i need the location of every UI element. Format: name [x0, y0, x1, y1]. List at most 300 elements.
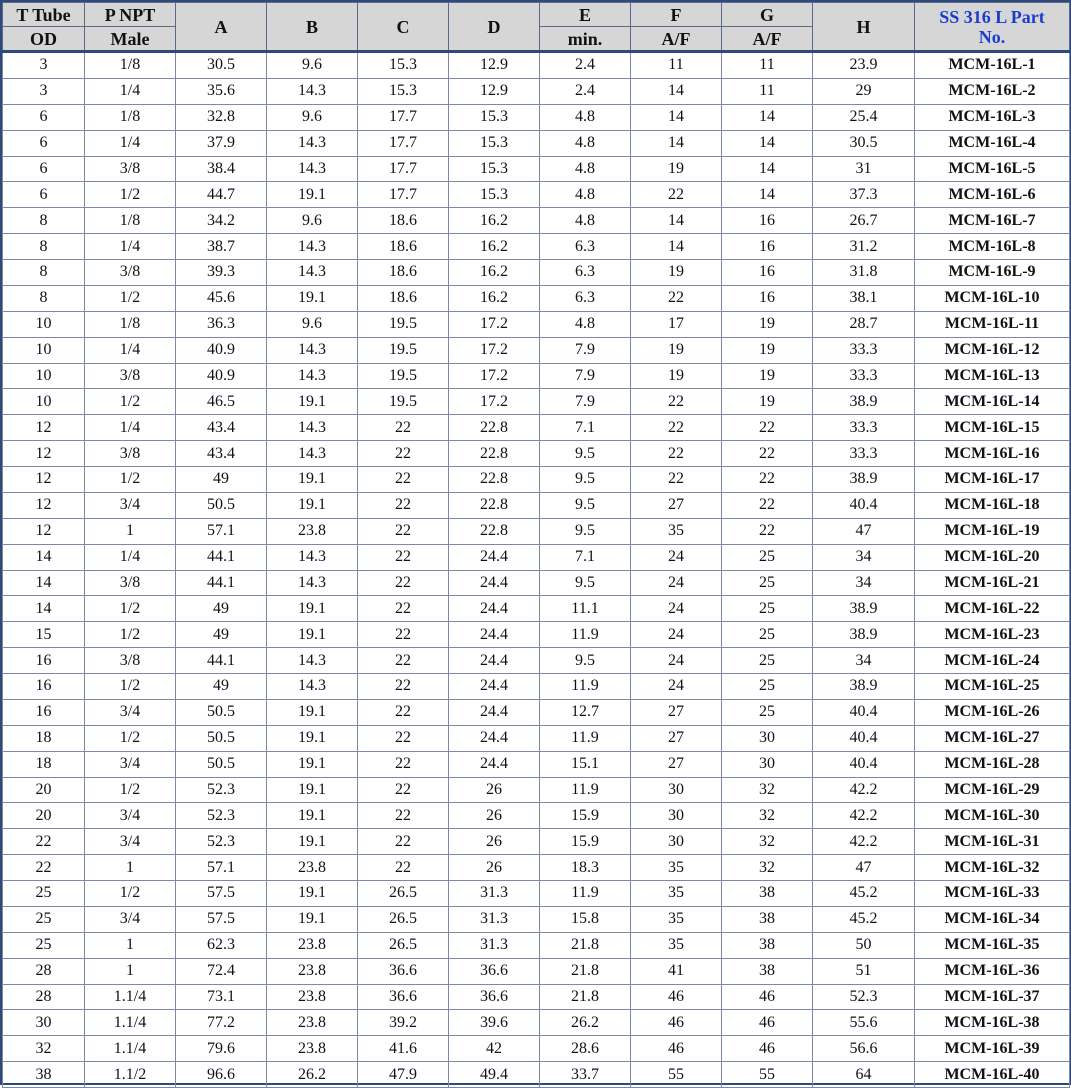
cell-part-no: MCM-16L-10 — [915, 285, 1070, 311]
cell-npt: 3/8 — [85, 441, 176, 467]
cell-tube-od: 22 — [3, 855, 85, 881]
cell-a: 39.3 — [176, 260, 267, 286]
cell-tube-od: 18 — [3, 725, 85, 751]
cell-h: 33.3 — [813, 415, 915, 441]
cell-f: 35 — [631, 855, 722, 881]
cell-c: 22 — [358, 492, 449, 518]
cell-f: 27 — [631, 492, 722, 518]
cell-d: 22.8 — [449, 518, 540, 544]
header-g: G — [722, 3, 813, 27]
cell-d: 22.8 — [449, 467, 540, 493]
cell-f: 30 — [631, 829, 722, 855]
cell-d: 15.3 — [449, 156, 540, 182]
cell-npt: 3/8 — [85, 570, 176, 596]
cell-a: 57.1 — [176, 855, 267, 881]
cell-part-no: MCM-16L-17 — [915, 467, 1070, 493]
cell-f: 17 — [631, 311, 722, 337]
cell-npt: 1/2 — [85, 622, 176, 648]
table-row — [3, 958, 1070, 984]
cell-e: 9.5 — [540, 467, 631, 493]
cell-c: 19.5 — [358, 337, 449, 363]
cell-e: 11.1 — [540, 596, 631, 622]
cell-tube-od: 6 — [3, 182, 85, 208]
cell-c: 22 — [358, 544, 449, 570]
cell-e: 21.8 — [540, 932, 631, 958]
cell-b: 19.1 — [267, 699, 358, 725]
cell-npt: 1/2 — [85, 777, 176, 803]
cell-c: 26.5 — [358, 906, 449, 932]
cell-c: 19.5 — [358, 311, 449, 337]
cell-c: 22 — [358, 415, 449, 441]
cell-npt: 1/2 — [85, 596, 176, 622]
cell-a: 50.5 — [176, 751, 267, 777]
cell-c: 47.9 — [358, 1062, 449, 1088]
cell-npt: 1 — [85, 855, 176, 881]
cell-part-no: MCM-16L-7 — [915, 208, 1070, 234]
cell-g: 55 — [722, 1062, 813, 1088]
cell-a: 57.5 — [176, 881, 267, 907]
cell-f: 11 — [631, 52, 722, 79]
cell-h: 26.7 — [813, 208, 915, 234]
cell-e: 6.3 — [540, 285, 631, 311]
cell-f: 22 — [631, 389, 722, 415]
cell-d: 15.3 — [449, 182, 540, 208]
cell-c: 36.6 — [358, 984, 449, 1010]
cell-tube-od: 25 — [3, 881, 85, 907]
cell-d: 26 — [449, 855, 540, 881]
cell-e: 28.6 — [540, 1036, 631, 1062]
table-row — [3, 156, 1070, 182]
cell-a: 57.1 — [176, 518, 267, 544]
cell-h: 42.2 — [813, 777, 915, 803]
cell-npt: 1/2 — [85, 674, 176, 700]
cell-a: 38.4 — [176, 156, 267, 182]
cell-npt: 1/2 — [85, 285, 176, 311]
cell-a: 34.2 — [176, 208, 267, 234]
cell-f: 14 — [631, 208, 722, 234]
cell-npt: 1/8 — [85, 208, 176, 234]
cell-npt: 1/4 — [85, 544, 176, 570]
cell-npt: 1/4 — [85, 415, 176, 441]
cell-f: 19 — [631, 156, 722, 182]
cell-h: 38.9 — [813, 467, 915, 493]
cell-h: 34 — [813, 648, 915, 674]
header-a: A — [176, 3, 267, 52]
cell-part-no: MCM-16L-19 — [915, 518, 1070, 544]
cell-d: 15.3 — [449, 130, 540, 156]
cell-h: 33.3 — [813, 363, 915, 389]
cell-part-no: MCM-16L-21 — [915, 570, 1070, 596]
cell-a: 50.5 — [176, 699, 267, 725]
cell-g: 46 — [722, 1010, 813, 1036]
cell-npt: 1/2 — [85, 182, 176, 208]
cell-npt: 3/8 — [85, 260, 176, 286]
cell-g: 16 — [722, 208, 813, 234]
cell-b: 19.1 — [267, 285, 358, 311]
cell-c: 41.6 — [358, 1036, 449, 1062]
cell-a: 45.6 — [176, 285, 267, 311]
cell-e: 18.3 — [540, 855, 631, 881]
table-row — [3, 1010, 1070, 1036]
cell-d: 24.4 — [449, 751, 540, 777]
header-tube-od: T Tube — [3, 3, 85, 27]
cell-g: 38 — [722, 906, 813, 932]
cell-b: 23.8 — [267, 855, 358, 881]
cell-e: 11.9 — [540, 725, 631, 751]
cell-b: 14.3 — [267, 156, 358, 182]
cell-npt: 1.1/2 — [85, 1062, 176, 1088]
cell-h: 51 — [813, 958, 915, 984]
cell-b: 26.2 — [267, 1062, 358, 1088]
cell-npt: 1 — [85, 932, 176, 958]
cell-npt: 1 — [85, 518, 176, 544]
header-tube-od-sub: OD — [3, 27, 85, 52]
cell-c: 22 — [358, 570, 449, 596]
cell-g: 22 — [722, 415, 813, 441]
cell-b: 14.3 — [267, 544, 358, 570]
cell-a: 43.4 — [176, 441, 267, 467]
cell-c: 22 — [358, 803, 449, 829]
table-row — [3, 441, 1070, 467]
table-row — [3, 544, 1070, 570]
cell-part-no: MCM-16L-2 — [915, 78, 1070, 104]
cell-d: 17.2 — [449, 389, 540, 415]
cell-part-no: MCM-16L-40 — [915, 1062, 1070, 1088]
cell-e: 4.8 — [540, 182, 631, 208]
cell-tube-od: 8 — [3, 285, 85, 311]
cell-d: 22.8 — [449, 492, 540, 518]
table-row — [3, 596, 1070, 622]
cell-e: 7.9 — [540, 363, 631, 389]
cell-tube-od: 28 — [3, 958, 85, 984]
cell-c: 19.5 — [358, 389, 449, 415]
header-d: D — [449, 3, 540, 52]
cell-npt: 3/8 — [85, 648, 176, 674]
cell-g: 22 — [722, 467, 813, 493]
cell-h: 40.4 — [813, 725, 915, 751]
cell-tube-od: 18 — [3, 751, 85, 777]
cell-tube-od: 30 — [3, 1010, 85, 1036]
cell-part-no: MCM-16L-8 — [915, 234, 1070, 260]
cell-e: 11.9 — [540, 881, 631, 907]
cell-c: 22 — [358, 622, 449, 648]
cell-d: 17.2 — [449, 363, 540, 389]
cell-b: 19.1 — [267, 492, 358, 518]
cell-a: 49 — [176, 674, 267, 700]
cell-f: 35 — [631, 881, 722, 907]
table-row — [3, 699, 1070, 725]
cell-h: 33.3 — [813, 441, 915, 467]
cell-part-no: MCM-16L-29 — [915, 777, 1070, 803]
cell-e: 9.5 — [540, 648, 631, 674]
cell-e: 2.4 — [540, 52, 631, 79]
cell-a: 77.2 — [176, 1010, 267, 1036]
cell-f: 30 — [631, 803, 722, 829]
cell-d: 36.6 — [449, 958, 540, 984]
cell-f: 46 — [631, 984, 722, 1010]
table-row — [3, 803, 1070, 829]
cell-part-no: MCM-16L-9 — [915, 260, 1070, 286]
cell-b: 14.3 — [267, 337, 358, 363]
header-e-sub: min. — [540, 27, 631, 52]
cell-part-no: MCM-16L-26 — [915, 699, 1070, 725]
cell-d: 26 — [449, 777, 540, 803]
cell-f: 22 — [631, 415, 722, 441]
cell-npt: 3/4 — [85, 803, 176, 829]
cell-e: 33.7 — [540, 1062, 631, 1088]
cell-h: 34 — [813, 570, 915, 596]
cell-h: 38.9 — [813, 674, 915, 700]
cell-g: 22 — [722, 518, 813, 544]
cell-npt: 1.1/4 — [85, 1010, 176, 1036]
cell-e: 4.8 — [540, 104, 631, 130]
cell-g: 32 — [722, 855, 813, 881]
cell-part-no: MCM-16L-31 — [915, 829, 1070, 855]
cell-h: 64 — [813, 1062, 915, 1088]
table-row — [3, 78, 1070, 104]
cell-d: 12.9 — [449, 78, 540, 104]
cell-f: 27 — [631, 751, 722, 777]
cell-g: 22 — [722, 441, 813, 467]
cell-g: 16 — [722, 260, 813, 286]
cell-g: 46 — [722, 984, 813, 1010]
cell-npt: 1/8 — [85, 52, 176, 79]
cell-part-no: MCM-16L-39 — [915, 1036, 1070, 1062]
cell-e: 7.1 — [540, 544, 631, 570]
cell-npt: 1.1/4 — [85, 1036, 176, 1062]
cell-tube-od: 10 — [3, 389, 85, 415]
cell-g: 46 — [722, 1036, 813, 1062]
cell-npt: 1/8 — [85, 311, 176, 337]
cell-b: 14.3 — [267, 648, 358, 674]
cell-npt: 3/4 — [85, 492, 176, 518]
cell-tube-od: 32 — [3, 1036, 85, 1062]
cell-e: 7.9 — [540, 389, 631, 415]
cell-npt: 1/4 — [85, 234, 176, 260]
cell-g: 16 — [722, 234, 813, 260]
cell-a: 43.4 — [176, 415, 267, 441]
cell-a: 96.6 — [176, 1062, 267, 1088]
cell-a: 40.9 — [176, 337, 267, 363]
cell-c: 18.6 — [358, 285, 449, 311]
cell-c: 26.5 — [358, 881, 449, 907]
cell-e: 9.5 — [540, 570, 631, 596]
cell-tube-od: 16 — [3, 699, 85, 725]
cell-b: 14.3 — [267, 363, 358, 389]
cell-g: 19 — [722, 311, 813, 337]
cell-h: 38.9 — [813, 389, 915, 415]
cell-a: 30.5 — [176, 52, 267, 79]
cell-part-no: MCM-16L-5 — [915, 156, 1070, 182]
cell-a: 52.3 — [176, 803, 267, 829]
cell-tube-od: 22 — [3, 829, 85, 855]
table-row — [3, 855, 1070, 881]
table-row — [3, 984, 1070, 1010]
table-row — [3, 208, 1070, 234]
cell-npt: 3/4 — [85, 829, 176, 855]
cell-g: 19 — [722, 337, 813, 363]
cell-h: 33.3 — [813, 337, 915, 363]
cell-f: 27 — [631, 699, 722, 725]
cell-b: 19.1 — [267, 751, 358, 777]
cell-h: 31.8 — [813, 260, 915, 286]
table-row — [3, 1036, 1070, 1062]
cell-tube-od: 16 — [3, 648, 85, 674]
cell-g: 38 — [722, 881, 813, 907]
cell-d: 16.2 — [449, 260, 540, 286]
cell-h: 47 — [813, 518, 915, 544]
cell-h: 31 — [813, 156, 915, 182]
cell-h: 40.4 — [813, 751, 915, 777]
cell-c: 15.3 — [358, 52, 449, 79]
cell-e: 12.7 — [540, 699, 631, 725]
cell-b: 14.3 — [267, 441, 358, 467]
cell-h: 52.3 — [813, 984, 915, 1010]
cell-g: 38 — [722, 932, 813, 958]
table-row — [3, 570, 1070, 596]
cell-f: 55 — [631, 1062, 722, 1088]
cell-c: 17.7 — [358, 182, 449, 208]
cell-c: 22 — [358, 518, 449, 544]
cell-c: 26.5 — [358, 932, 449, 958]
cell-b: 9.6 — [267, 104, 358, 130]
cell-g: 30 — [722, 751, 813, 777]
cell-d: 16.2 — [449, 234, 540, 260]
cell-h: 38.9 — [813, 596, 915, 622]
header-f-sub: A/F — [631, 27, 722, 52]
cell-d: 24.4 — [449, 725, 540, 751]
cell-b: 19.1 — [267, 467, 358, 493]
cell-part-no: MCM-16L-13 — [915, 363, 1070, 389]
cell-tube-od: 12 — [3, 518, 85, 544]
header-b: B — [267, 3, 358, 52]
cell-c: 22 — [358, 855, 449, 881]
cell-b: 19.1 — [267, 829, 358, 855]
cell-f: 27 — [631, 725, 722, 751]
cell-tube-od: 3 — [3, 78, 85, 104]
table-row — [3, 260, 1070, 286]
cell-e: 15.9 — [540, 829, 631, 855]
cell-a: 79.6 — [176, 1036, 267, 1062]
cell-f: 46 — [631, 1010, 722, 1036]
cell-e: 6.3 — [540, 234, 631, 260]
cell-h: 34 — [813, 544, 915, 570]
cell-e: 7.1 — [540, 415, 631, 441]
table-row — [3, 725, 1070, 751]
cell-tube-od: 6 — [3, 130, 85, 156]
cell-d: 22.8 — [449, 441, 540, 467]
cell-part-no: MCM-16L-1 — [915, 52, 1070, 79]
cell-part-no: MCM-16L-35 — [915, 932, 1070, 958]
cell-part-no: MCM-16L-33 — [915, 881, 1070, 907]
cell-tube-od: 28 — [3, 984, 85, 1010]
cell-h: 31.2 — [813, 234, 915, 260]
cell-f: 24 — [631, 570, 722, 596]
cell-d: 26 — [449, 803, 540, 829]
cell-tube-od: 38 — [3, 1062, 85, 1088]
table-row — [3, 518, 1070, 544]
cell-e: 26.2 — [540, 1010, 631, 1036]
cell-tube-od: 14 — [3, 596, 85, 622]
cell-part-no: MCM-16L-22 — [915, 596, 1070, 622]
cell-f: 24 — [631, 622, 722, 648]
header-f: F — [631, 3, 722, 27]
cell-npt: 1/4 — [85, 78, 176, 104]
cell-d: 31.3 — [449, 906, 540, 932]
cell-d: 17.2 — [449, 311, 540, 337]
cell-g: 25 — [722, 622, 813, 648]
cell-c: 22 — [358, 751, 449, 777]
cell-npt: 3/8 — [85, 363, 176, 389]
cell-tube-od: 20 — [3, 803, 85, 829]
cell-h: 25.4 — [813, 104, 915, 130]
cell-npt: 3/8 — [85, 156, 176, 182]
cell-a: 49 — [176, 622, 267, 648]
cell-tube-od: 16 — [3, 674, 85, 700]
cell-b: 9.6 — [267, 208, 358, 234]
cell-f: 22 — [631, 285, 722, 311]
cell-d: 17.2 — [449, 337, 540, 363]
cell-npt: 3/4 — [85, 699, 176, 725]
cell-g: 32 — [722, 803, 813, 829]
cell-part-no: MCM-16L-14 — [915, 389, 1070, 415]
cell-g: 32 — [722, 829, 813, 855]
cell-tube-od: 14 — [3, 570, 85, 596]
table-row — [3, 622, 1070, 648]
cell-f: 46 — [631, 1036, 722, 1062]
cell-npt: 1.1/4 — [85, 984, 176, 1010]
cell-e: 4.8 — [540, 208, 631, 234]
cell-tube-od: 25 — [3, 906, 85, 932]
cell-tube-od: 8 — [3, 234, 85, 260]
cell-g: 25 — [722, 570, 813, 596]
cell-f: 35 — [631, 518, 722, 544]
table-row — [3, 182, 1070, 208]
cell-part-no: MCM-16L-3 — [915, 104, 1070, 130]
cell-f: 19 — [631, 337, 722, 363]
header-part-no — [915, 3, 1070, 52]
cell-a: 44.7 — [176, 182, 267, 208]
cell-c: 36.6 — [358, 958, 449, 984]
cell-tube-od: 10 — [3, 337, 85, 363]
cell-f: 22 — [631, 182, 722, 208]
cell-a: 40.9 — [176, 363, 267, 389]
header-row-top — [3, 3, 1070, 27]
cell-g: 38 — [722, 958, 813, 984]
cell-a: 36.3 — [176, 311, 267, 337]
table-row — [3, 1062, 1070, 1088]
cell-f: 14 — [631, 130, 722, 156]
cell-a: 57.5 — [176, 906, 267, 932]
cell-g: 25 — [722, 674, 813, 700]
table-row — [3, 104, 1070, 130]
cell-a: 49 — [176, 467, 267, 493]
cell-part-no: MCM-16L-27 — [915, 725, 1070, 751]
cell-d: 42 — [449, 1036, 540, 1062]
cell-g: 14 — [722, 182, 813, 208]
cell-tube-od: 3 — [3, 52, 85, 79]
cell-b: 19.1 — [267, 881, 358, 907]
cell-h: 50 — [813, 932, 915, 958]
header-npt-male-sub: Male — [85, 27, 176, 52]
cell-a: 73.1 — [176, 984, 267, 1010]
cell-b: 14.3 — [267, 674, 358, 700]
cell-a: 44.1 — [176, 648, 267, 674]
cell-npt: 1/2 — [85, 467, 176, 493]
cell-b: 9.6 — [267, 311, 358, 337]
table-row — [3, 234, 1070, 260]
cell-c: 22 — [358, 648, 449, 674]
